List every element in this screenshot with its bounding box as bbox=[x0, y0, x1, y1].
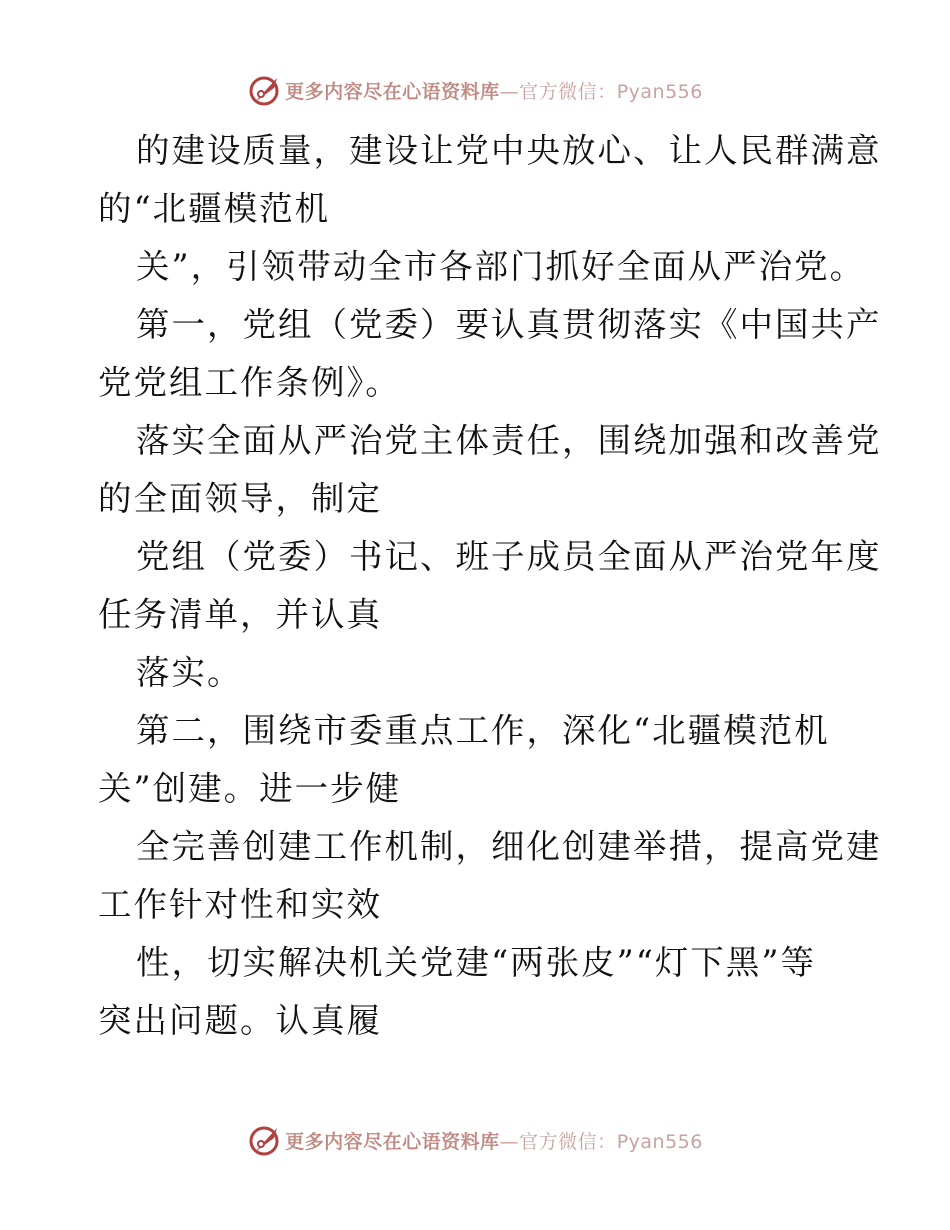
watermark-dash: — bbox=[499, 1130, 520, 1153]
watermark-title: 更多内容尽在心语资料库 bbox=[285, 80, 500, 103]
footer-watermark bbox=[0, 1120, 950, 1160]
text-line: 落实全面从严治党主体责任，围绕加强和改善党 bbox=[136, 421, 882, 460]
text-line: 落实。 bbox=[136, 653, 243, 692]
watermark-dash: — bbox=[499, 80, 520, 103]
text-line: 第二，围绕市委重点工作，深化“北疆模范机 bbox=[136, 711, 830, 750]
text-line: 突出问题。认真履 bbox=[98, 1001, 382, 1040]
watermark-text bbox=[285, 1127, 703, 1154]
text-line: 全完善创建工作机制，细化创建举措，提高党建 bbox=[136, 827, 882, 866]
header-watermark bbox=[0, 70, 950, 110]
quill-logo-icon bbox=[247, 72, 283, 108]
watermark-wechat-id: Pyan556 bbox=[616, 80, 703, 103]
text-line: 工作针对性和实效 bbox=[98, 885, 382, 924]
text-line: 任务清单，并认真 bbox=[98, 595, 382, 634]
watermark-wechat-label: 官方微信： bbox=[519, 1130, 617, 1153]
watermark-text bbox=[285, 77, 703, 104]
text-line: 党组（党委）书记、班子成员全面从严治党年度 bbox=[136, 537, 882, 576]
text-line: 的建设质量，建设让党中央放心、让人民群满意 bbox=[136, 131, 882, 170]
text-line: 性，切实解决机关党建“两张皮”“灯下黑”等 bbox=[136, 943, 817, 982]
text-line: 关”，引领带动全市各部门抓好全面从严治党。 bbox=[136, 247, 866, 286]
text-line: 的全面领导，制定 bbox=[98, 479, 382, 518]
text-line: 党党组工作条例》。 bbox=[98, 363, 401, 402]
text-line: 第一，党组（党委）要认真贯彻落实《中国共产 bbox=[136, 305, 882, 344]
text-line: 的“北疆模范机 bbox=[98, 189, 331, 228]
text-line: 关”创建。进一步健 bbox=[98, 769, 402, 808]
document-body bbox=[98, 122, 882, 1050]
watermark-wechat-id: Pyan556 bbox=[616, 1130, 703, 1153]
watermark-title: 更多内容尽在心语资料库 bbox=[285, 1130, 500, 1153]
watermark-wechat-label: 官方微信： bbox=[519, 80, 617, 103]
quill-logo-icon bbox=[247, 1122, 283, 1158]
